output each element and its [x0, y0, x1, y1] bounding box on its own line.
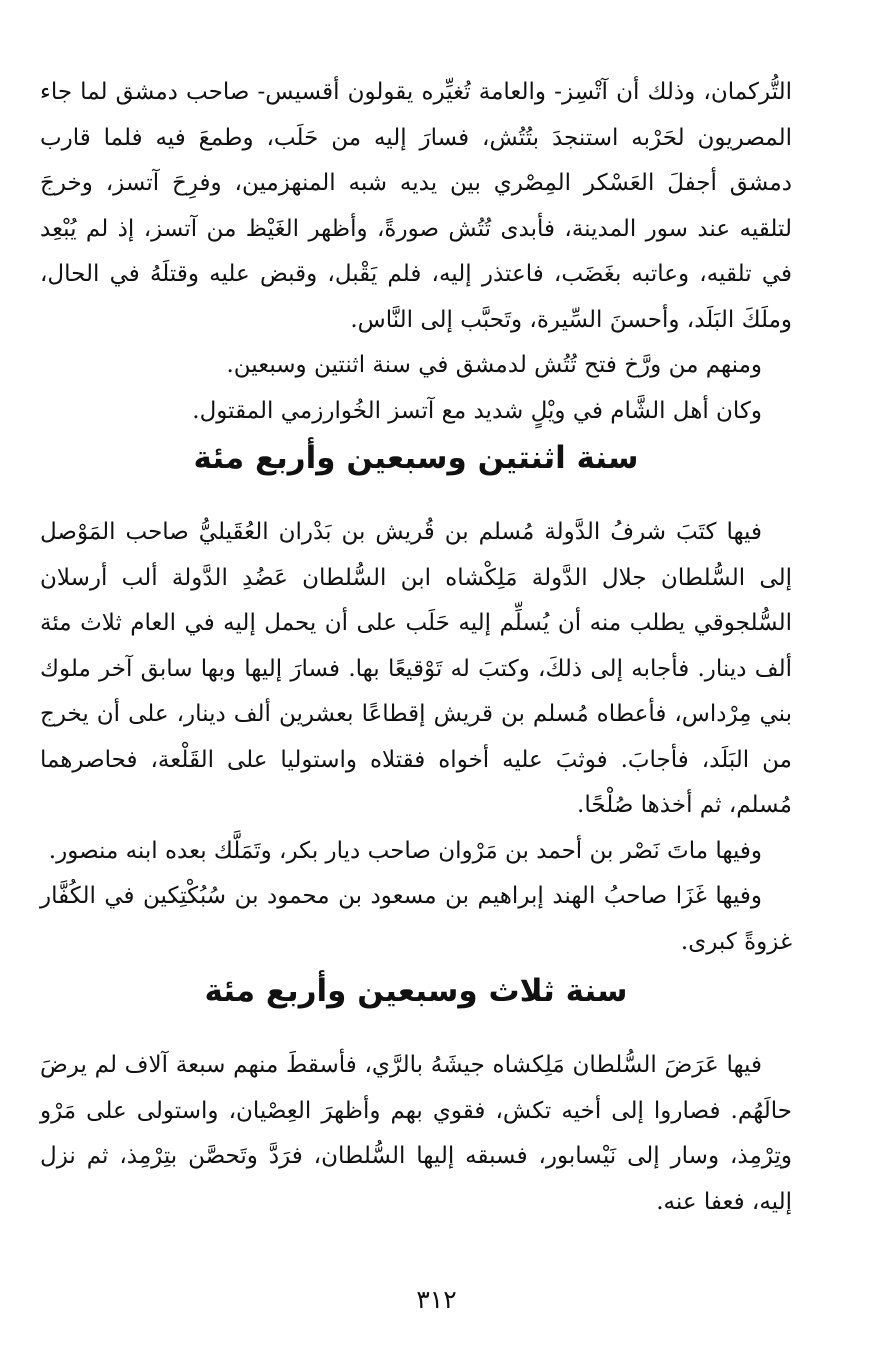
year-heading-472: سنة اثنتين وسبعين وأربع مئة	[193, 440, 639, 476]
paragraph-india-raid: وفيها غَزَا صاحبُ الهند إبراهيم بن مسعود بن محمود بن سُبُكْتِكين في الكُفَّار غزوةً كبرى.	[40, 883, 792, 955]
page-number: ٣١٢	[416, 1285, 457, 1314]
paragraph-nasr-death: وفيها ماتَ نَصْر بن أحمد بن مَرْوان صاحب ديار بكر، وتَمَلَّك بعده ابنه منصور.	[48, 837, 762, 864]
page-body	[40, 70, 792, 1225]
paragraph-turkmen-atsiz: التُّركمان، وذلك أن آتْسِز- والعامة تُغيِّره يقولون أقسيس- صاحب دمشق لما جاء المصريون لحَرْبه استنجدَ بتُتُش، فسارَ إليه من حَلَب، وطمعَ فيه فلما قارب دمشق أجفلَ العَسْكر المِصْري بين يديه شبه المنهزمين، وفرِحَ آتسز، وخرجَ لتلقيه عند سور المدينة، فأبدى تُتُش صورةً، وأظهر الغَيْظ من آتسز، إذ لم يُبْعِد في تلقيه، وعاتبه بغَضَب، فاعتذر إليه، فلم يَقْبل، وقبض عليه وقتلَهُ في الحال، وملَكَ البَلَد، وأحسنَ السِّيرة، وتَحبَّب إلى النَّاس.	[40, 79, 792, 333]
year-heading-473: سنة ثلاث وسبعين وأربع مئة	[204, 973, 628, 1009]
paragraph-malikshah-army: فيها عَرَضَ السُّلطان مَلِكشاه جيشَهُ بالرَّي، فأسقطَ منهم سبعة آلاف لم يرضَ حالَهُم. فصاروا إلى أخيه تكش، فقوي بهم وأظهرَ العِصْيان، واستولى على مَرْو وتِرْمِذ، وسار إلى نَيْسابور، فسبقه إليها السُّلطان، فرَدَّ وتَحصَّن بتِرْمِذ، ثم نزل إليه، فعفا عنه.	[40, 1052, 792, 1215]
paragraph-sham-people: وكان أهل الشَّام في ويْلٍ شديد مع آتسز الخُوارزمي المقتول.	[192, 397, 762, 424]
paragraph-conquest-date: ومنهم من ورَّخ فتح تُتُش لدمشق في سنة اثنتين وسبعين.	[226, 352, 762, 378]
paragraph-sharaf-aldawla: فيها كتَبَ شرفُ الدَّولة مُسلم بن قُريش بن بَدْران العُقَيليُّ صاحب المَوْصل إلى السُّلطان جلال الدَّولة مَلِكْشاه ابن السُّلطان عَضُدِ الدَّولة ألب أرسلان السُّلجوقي يطلب منه أن يُسلِّم إليه حَلَب على أن يحمل إليه في العام ثلاث مئة ألف دينار. فأجابه إلى ذلكَ، وكتبَ له تَوْقيعًا بها. فسارَ إليها وبها سابق آخر ملوك بني مِرْداس، فأعطاه مُسلم بن قريش إقطاعًا بعشرين ألف دينار، على أن يخرج من البَلَد، فأجابَ. فوثبَ عليه أخواه فقتلاه واستوليا على القَلْعة، فحاصرهما مُسلم، ثم أخذها صُلْحًا.	[40, 519, 792, 818]
